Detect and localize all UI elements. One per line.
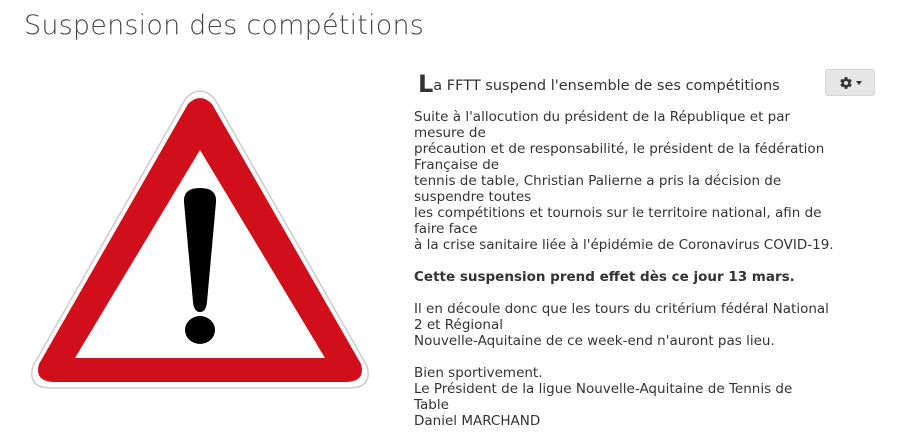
gear-icon: [839, 76, 853, 90]
article: [414, 70, 880, 429]
signature-name: Daniel MARCHAND: [414, 413, 541, 429]
paragraph-announcement: [414, 109, 880, 253]
settings-dropdown-button[interactable]: [825, 69, 875, 96]
warning-sign-image: [27, 90, 373, 396]
paragraph-line: mesure de: [414, 125, 486, 141]
signature-line: Table: [414, 397, 449, 413]
paragraph-line: Il en découle donc que les tours du critérium fédéral National: [414, 301, 829, 317]
signature-block: [414, 365, 880, 429]
paragraph-line: Suite à l'allocution du président de la République et par: [414, 109, 791, 125]
paragraph-line: précaution et de responsabilité, le président de la fédération: [414, 141, 825, 157]
paragraph-effective-date: [414, 269, 880, 285]
signature-line: Bien sportivement.: [414, 365, 543, 381]
paragraph-line: 2 et Régional: [414, 317, 504, 333]
signature-line: Le Président de la ligue Nouvelle-Aquitaine de Tennis de: [414, 381, 793, 397]
warning-triangle-exclamation-icon: [27, 90, 373, 396]
paragraph-line: Nouvelle-Aquitaine de ce week-end n'auront pas lieu.: [414, 333, 775, 349]
paragraph-line: les compétitions et tournois sur le territoire national, afin de: [414, 205, 822, 221]
paragraph-line: à la crise sanitaire liée à l'épidémie de Coronavirus COVID-19.: [414, 237, 834, 253]
paragraph-line: suspendre toutes: [414, 189, 532, 205]
bold-statement: Cette suspension prend effet dès ce jour 13 mars.: [414, 269, 795, 285]
paragraph-line: tennis de table, Christian Palierne a pris la décision de: [414, 173, 782, 189]
caret-down-icon: [856, 81, 862, 85]
paragraph-line: faire face: [414, 221, 478, 237]
paragraph-consequences: [414, 301, 880, 349]
paragraph-line: Française de: [414, 157, 500, 173]
drop-cap: L: [418, 70, 434, 98]
page-title: Suspension des compétitions: [24, 10, 425, 41]
lead-text: a FFTT suspend l'ensemble de ses compétitions: [433, 78, 780, 94]
article-lead: [414, 70, 880, 98]
